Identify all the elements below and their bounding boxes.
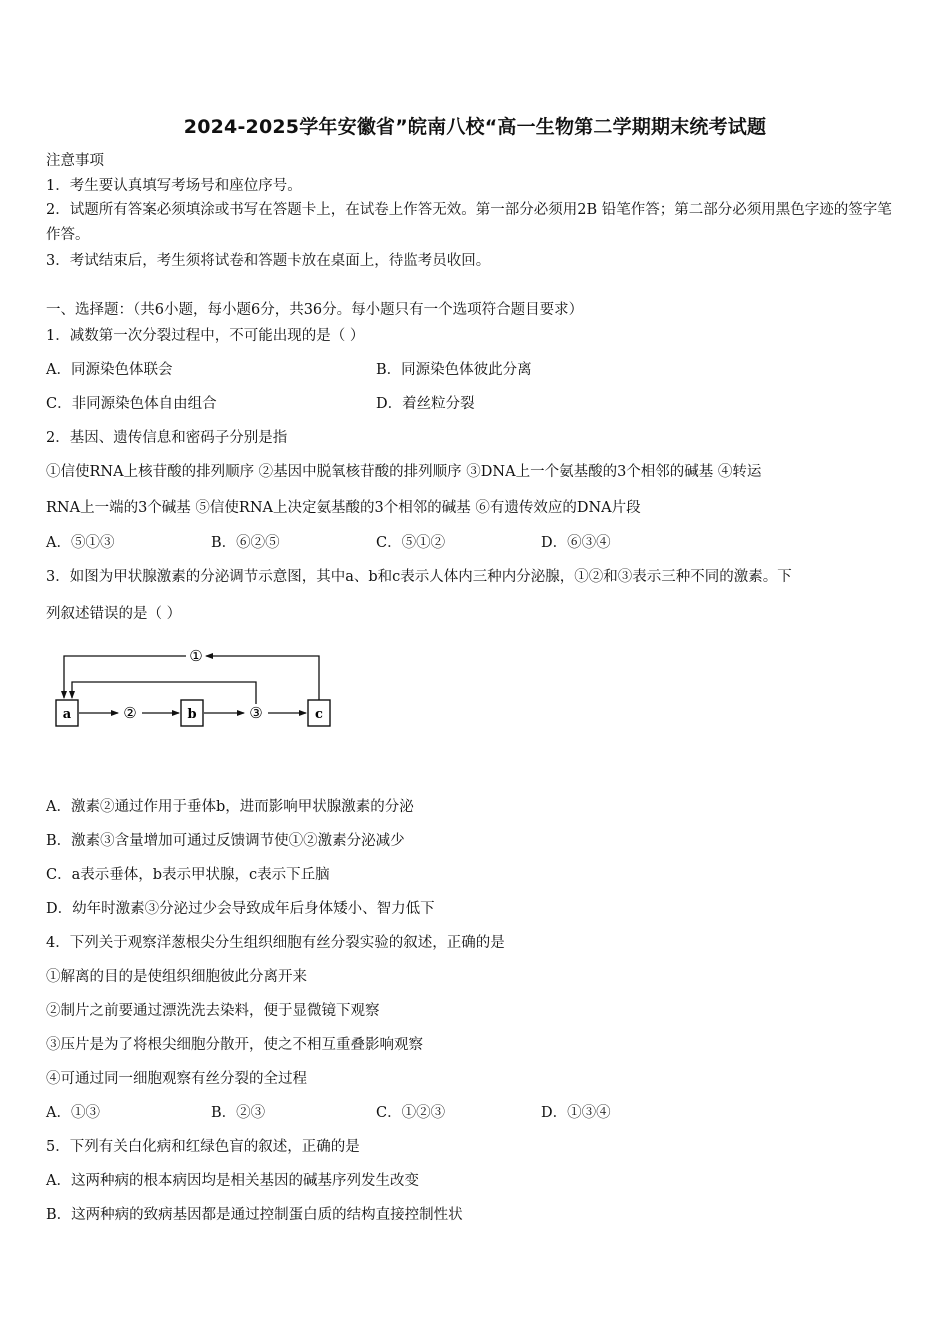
q4-statement-4: ④可通过同一细胞观察有丝分裂的全过程 — [46, 1071, 307, 1087]
gland-a-label: a — [62, 707, 72, 722]
q3-option-a[interactable]: A．激素②通过作用于垂体b，进而影响甲状腺激素的分泌 — [46, 799, 414, 815]
notice-heading: 注意事项 — [46, 153, 104, 169]
q3-option-c[interactable]: C．a表示垂体，b表示甲状腺，c表示下丘脑 — [46, 867, 330, 883]
q4-statement-2: ②制片之前要通过漂洗洗去染料，便于显微镜下观察 — [46, 1003, 380, 1019]
q4-option-a[interactable]: A．①③ — [46, 1105, 100, 1121]
q2-statement-line1: ①信使RNA上核苷酸的排列顺序 ②基因中脱氧核苷酸的排列顺序 ③DNA上一个氨基酸的3个相邻的碱基 ④转运 — [46, 464, 762, 480]
q4-option-c[interactable]: C．①②③ — [376, 1105, 446, 1121]
q3-stem-line1: 3．如图为甲状腺激素的分泌调节示意图，其中a、b和c表示人体内三种内分泌腺，①②和③表示三种不同的激素。下 — [46, 569, 792, 585]
q2-stem: 2．基因、遗传信息和密码子分别是指 — [46, 430, 288, 446]
gland-b-label: b — [187, 707, 197, 722]
arrow-c-to-hormone1 — [206, 656, 319, 700]
section-heading: 一、选择题：（共6小题，每小题6分，共36分。每小题只有一个选项符合题目要求） — [46, 302, 584, 318]
q5-option-b[interactable]: B．这两种病的致病基因都是通过控制蛋白质的结构直接控制性状 — [46, 1207, 463, 1223]
q5-stem: 5．下列有关白化病和红绿色盲的叙述，正确的是 — [46, 1139, 360, 1155]
q3-stem-line2: 列叙述错误的是（ ） — [46, 606, 182, 622]
q2-option-d[interactable]: D．⑥③④ — [541, 535, 611, 551]
q2-statement-line2: RNA上一端的3个碱基 ⑤信使RNA上决定氨基酸的3个相邻的碱基 ⑥有遗传效应的DNA片段 — [46, 500, 641, 516]
q1-option-c[interactable]: C．非同源染色体自由组合 — [46, 396, 217, 412]
q1-option-a[interactable]: A．同源染色体联会 — [46, 362, 173, 378]
q1-option-b[interactable]: B．同源染色体彼此分离 — [376, 362, 532, 378]
q1-stem: 1．减数第一次分裂过程中，不可能出现的是（ ） — [46, 328, 365, 344]
q2-option-a[interactable]: A．⑤①③ — [46, 535, 115, 551]
notice-item-2: 2．试题所有答案必须填涂或书写在答题卡上，在试卷上作答无效。第一部分必须用2B 铅笔作答；第二部分必须用黑色字迹的签字笔作答。 — [46, 202, 892, 243]
feedback-hormone3-to-a — [72, 682, 256, 704]
q2-option-c[interactable]: C．⑤①② — [376, 535, 446, 551]
gland-c-label: c — [315, 707, 323, 722]
q1-options-row2 — [46, 394, 906, 414]
hormone-1-label: ① — [189, 647, 203, 665]
q2-options — [46, 533, 906, 553]
hormone-2-label: ② — [123, 704, 137, 722]
q4-statement-1: ①解离的目的是使组织细胞彼此分离开来 — [46, 969, 307, 985]
q4-stem: 4．下列关于观察洋葱根尖分生组织细胞有丝分裂实验的叙述，正确的是 — [46, 935, 505, 951]
page-title: 2024-2025学年安徽省”皖南八校“高一生物第二学期期末统考试题 — [183, 116, 767, 138]
q4-options — [46, 1103, 906, 1123]
q4-option-d[interactable]: D．①③④ — [541, 1105, 611, 1121]
q5-option-a[interactable]: A．这两种病的根本病因均是相关基因的碱基序列发生改变 — [46, 1173, 419, 1189]
q3-option-d[interactable]: D．幼年时激素③分泌过少会导致成年后身体矮小、智力低下 — [46, 901, 435, 917]
q3-option-b[interactable]: B．激素③含量增加可通过反馈调节使①②激素分泌减少 — [46, 833, 405, 849]
q4-statement-3: ③压片是为了将根尖细胞分散开，使之不相互重叠影响观察 — [46, 1037, 423, 1053]
q4-option-b[interactable]: B．②③ — [211, 1105, 266, 1121]
notice-item-3: 3．考试结束后，考生须将试卷和答题卡放在桌面上，待监考员收回。 — [46, 253, 491, 269]
notice-item-1: 1．考生要认真填写考场号和座位序号。 — [46, 178, 302, 194]
q2-option-b[interactable]: B．⑥②⑤ — [211, 535, 280, 551]
q1-option-d[interactable]: D．着丝粒分裂 — [376, 396, 475, 412]
hormone-regulation-diagram — [50, 644, 340, 736]
hormone-3-label: ③ — [249, 704, 263, 722]
arrow-hormone1-to-a — [64, 656, 186, 698]
q1-options-row1 — [46, 360, 906, 380]
